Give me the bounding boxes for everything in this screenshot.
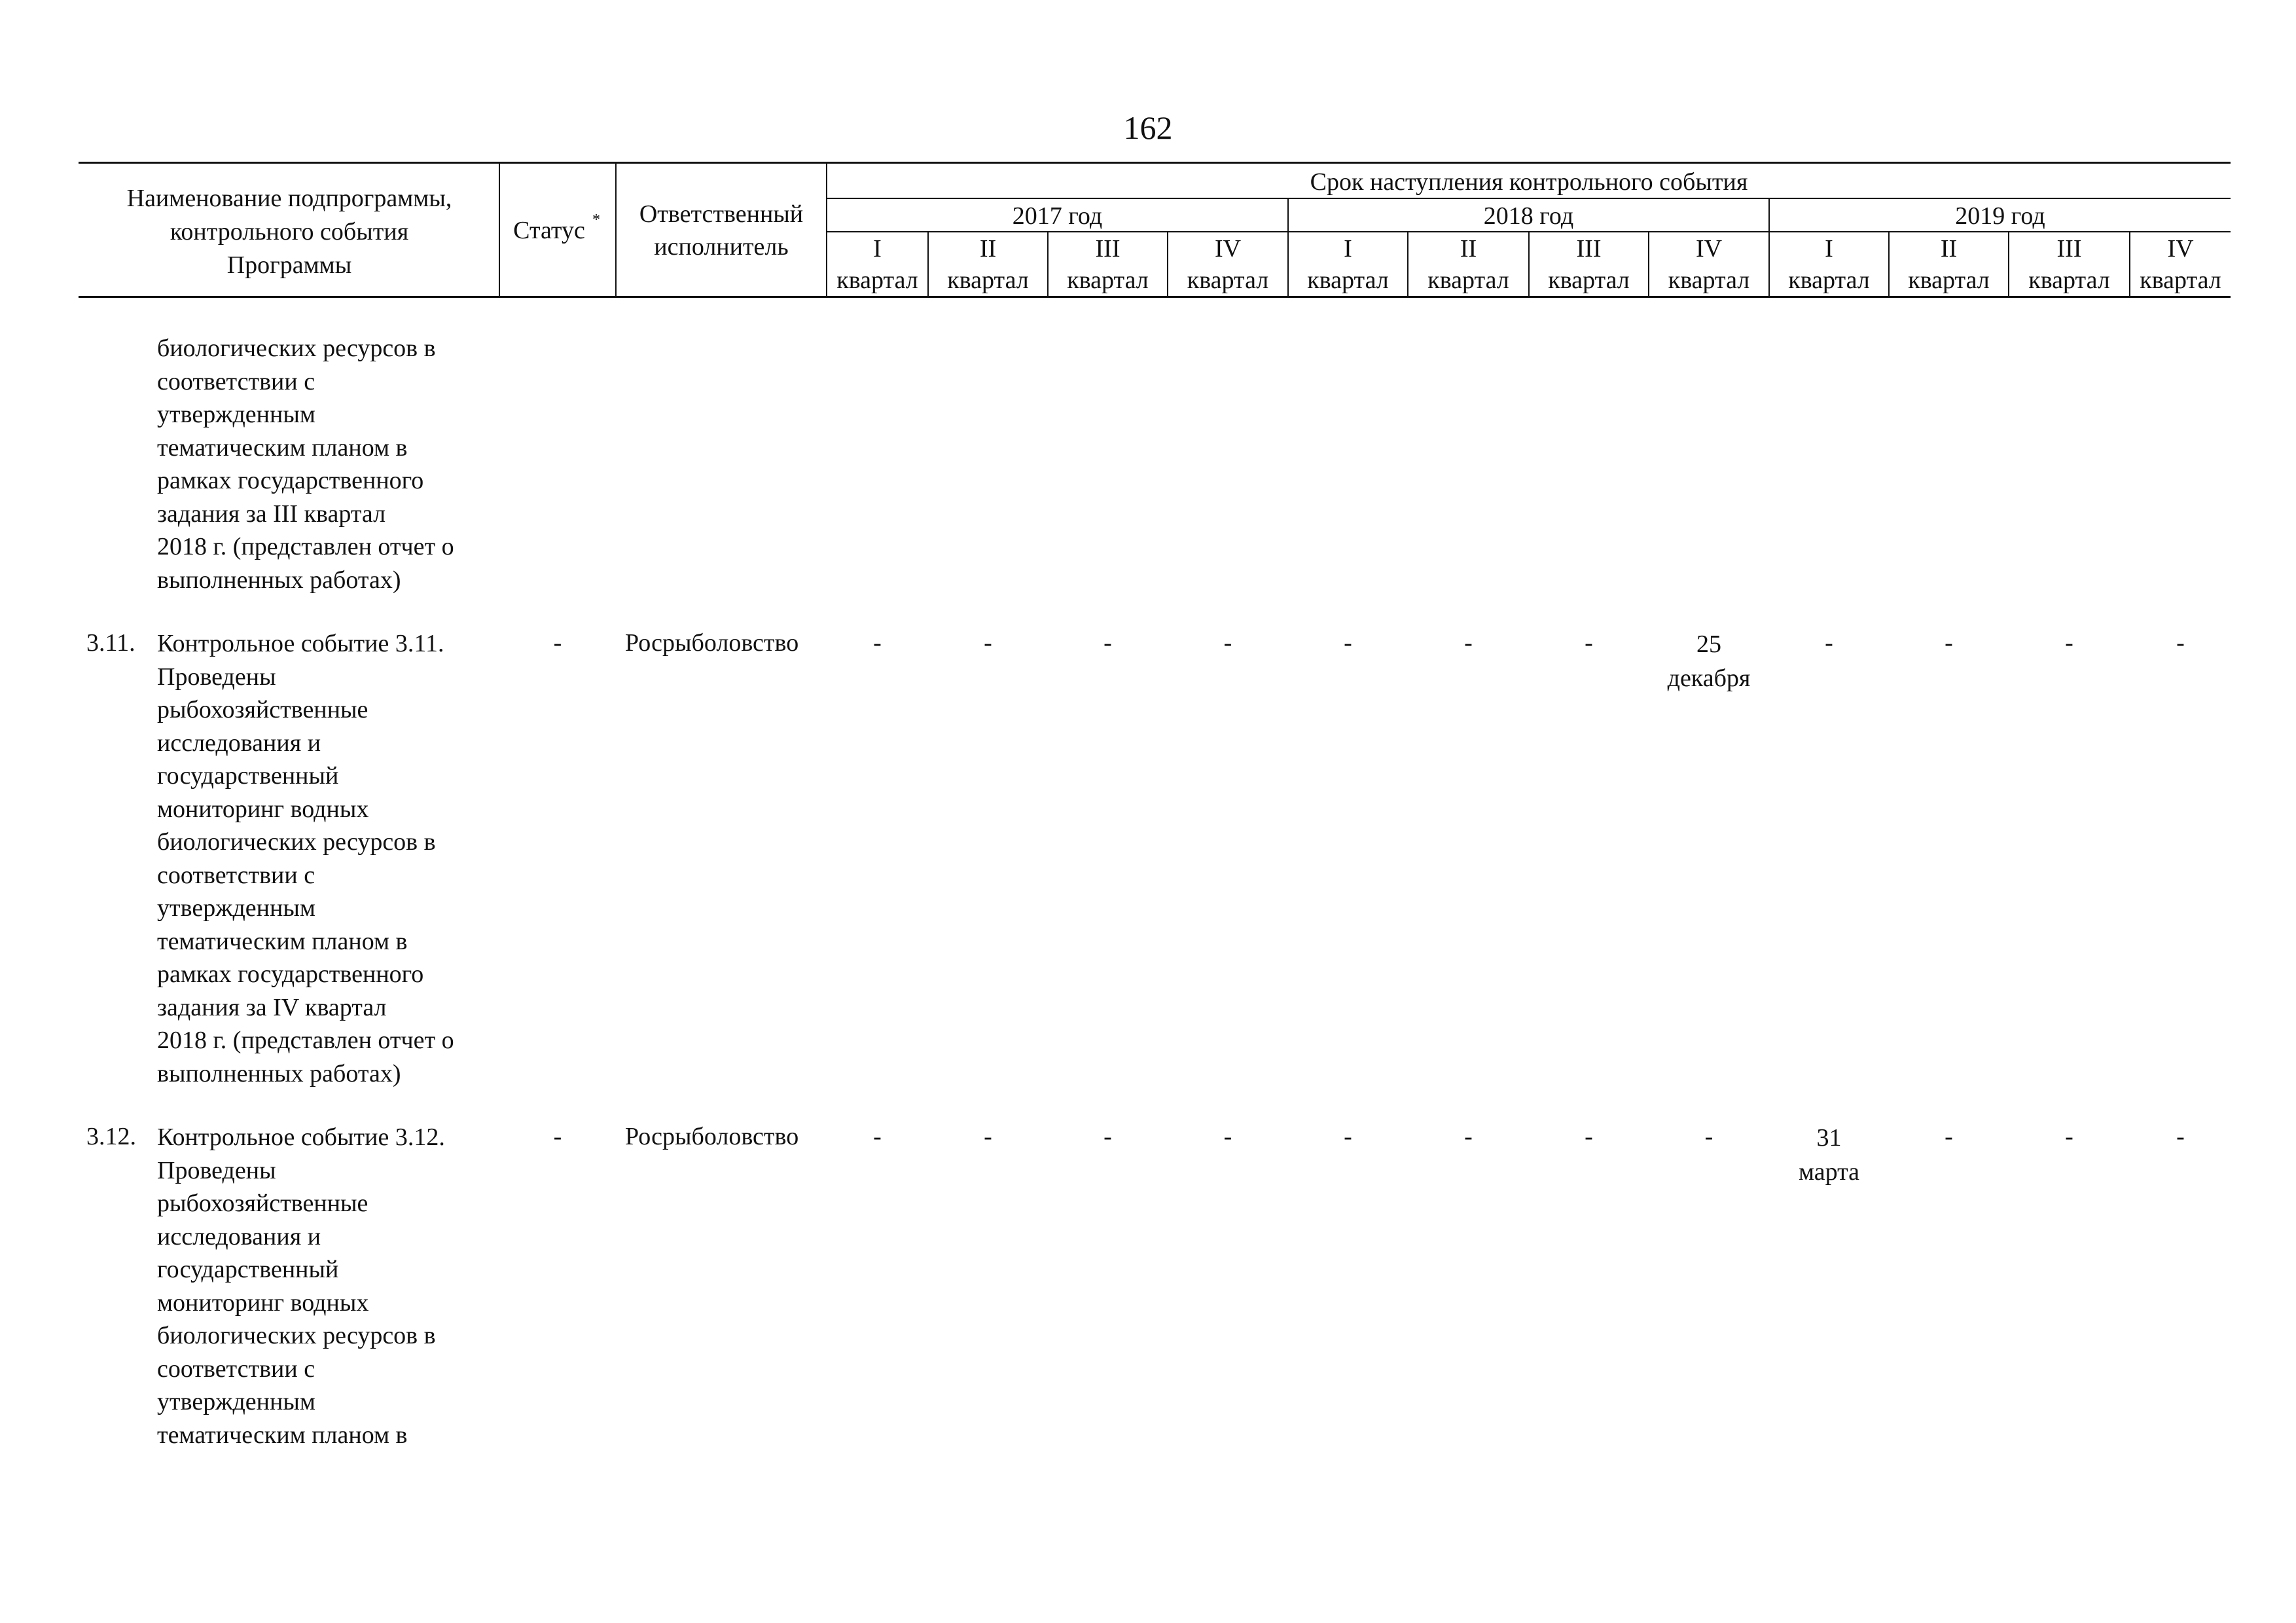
quarter-word: квартал	[1427, 266, 1509, 294]
quarter-word: квартал	[1307, 266, 1389, 294]
quarter-header	[1649, 233, 1768, 296]
quarter-header	[1408, 233, 1528, 296]
row-quarter-value: -	[1103, 629, 1112, 657]
row-quarter-value: -	[1585, 629, 1593, 657]
row-quarter-value: -	[2176, 1123, 2185, 1150]
row-quarter-value: -	[2065, 1123, 2073, 1150]
row-quarter-value: -	[2065, 629, 2073, 657]
quarter-header	[2009, 233, 2129, 296]
row-quarter-value: -	[984, 629, 992, 657]
quarter-header	[1049, 233, 1167, 296]
row-quarter-value: -	[873, 629, 882, 657]
header-responsible-column: Ответственный исполнитель	[639, 200, 804, 261]
quarter-numeral: I	[1825, 235, 1833, 263]
row-quarter-value: -	[1344, 629, 1352, 657]
row-status: -	[553, 629, 562, 657]
page-number: 162	[1123, 109, 1173, 146]
quarter-numeral: I	[1344, 235, 1352, 263]
header-bottom-rule	[79, 296, 2231, 298]
quarter-header	[1530, 233, 1648, 296]
row-quarter-value: -	[1585, 1123, 1593, 1150]
row-quarter-value: -	[2176, 629, 2185, 657]
quarter-numeral: II	[979, 235, 997, 263]
quarter-numeral: I	[873, 235, 882, 263]
header-top-rule	[79, 162, 2231, 164]
quarter-numeral: II	[1940, 235, 1958, 263]
row-quarter-value: -	[1223, 1123, 1232, 1150]
row-responsible: Росрыболовство	[625, 629, 799, 657]
quarter-numeral: IV	[1695, 235, 1723, 263]
continuation-text: биологических ресурсов в соответствии с утвержденным тематическим планом в рамках государственного задания за III квартал 2018 г. (представлен отчет о выполненных работах)	[157, 335, 454, 594]
quarter-numeral: II	[1460, 235, 1477, 263]
quarter-header	[1890, 233, 2008, 296]
quarter-word: квартал	[1187, 266, 1269, 294]
quarter-numeral: III	[1576, 235, 1602, 263]
header-year-2019: 2019 год	[1955, 202, 2045, 230]
row-quarter-value: -	[984, 1123, 992, 1150]
row-quarter-value: -	[1223, 629, 1232, 657]
quarter-header	[929, 233, 1047, 296]
quarter-word: квартал	[947, 266, 1029, 294]
quarter-header	[1770, 233, 1888, 296]
quarter-word: квартал	[836, 266, 918, 294]
row-number: 3.11.	[86, 629, 135, 657]
quarter-word: квартал	[1548, 266, 1630, 294]
quarter-word: квартал	[1668, 266, 1750, 294]
quarter-header	[827, 233, 927, 296]
row-text: Контрольное событие 3.12. Проведены рыбохозяйственные исследования и государственный мониторинг водных биологических ресурсов в соответствии с утвержденным тематическим планом в	[157, 1123, 445, 1449]
row-quarter-date: 25 декабря	[1667, 630, 1751, 692]
quarter-word: квартал	[2140, 266, 2221, 294]
row-quarter-date: 31 марта	[1798, 1124, 1860, 1186]
quarter-header	[1168, 233, 1287, 296]
row-number: 3.12.	[86, 1123, 136, 1150]
row-quarter-value: -	[873, 1123, 882, 1150]
status-footnote-mark: *	[592, 211, 600, 228]
quarter-numeral: IV	[2167, 235, 2194, 263]
row-quarter-value: -	[1464, 629, 1473, 657]
quarter-word: квартал	[2028, 266, 2110, 294]
header-year-2018: 2018 год	[1483, 202, 1574, 230]
quarter-header	[1289, 233, 1407, 296]
header-name-column: Наименование подпрограммы, контрольного события Программы	[126, 185, 452, 279]
quarter-numeral: IV	[1214, 235, 1242, 263]
quarter-word: квартал	[1908, 266, 1990, 294]
deadline-rule	[826, 198, 2231, 199]
header-deadline: Срок наступления контрольного события	[1310, 168, 1748, 196]
quarter-word: квартал	[1788, 266, 1870, 294]
row-quarter-value: -	[1945, 1123, 1953, 1150]
quarter-word: квартал	[1067, 266, 1149, 294]
row-text: Контрольное событие 3.11. Проведены рыбохозяйственные исследования и государственный мониторинг водных биологических ресурсов в соответствии с утвержденным тематическим планом в рамках государственного задания за IV квартал 2018 г. (представлен отчет о выполненных работах)	[157, 630, 454, 1087]
header-year-2017: 2017 год	[1012, 202, 1103, 230]
quarter-header	[2130, 233, 2231, 296]
quarter-numeral: III	[1095, 235, 1121, 263]
row-quarter-value: -	[1825, 629, 1833, 657]
row-quarter-value: -	[1704, 1123, 1713, 1150]
header-status-column: Статус	[513, 217, 585, 244]
row-quarter-value: -	[1344, 1123, 1352, 1150]
row-status: -	[553, 1123, 562, 1150]
row-quarter-value: -	[1103, 1123, 1112, 1150]
row-quarter-value: -	[1464, 1123, 1473, 1150]
row-responsible: Росрыболовство	[625, 1123, 799, 1150]
row-quarter-value: -	[1945, 629, 1953, 657]
quarter-numeral: III	[2056, 235, 2082, 263]
